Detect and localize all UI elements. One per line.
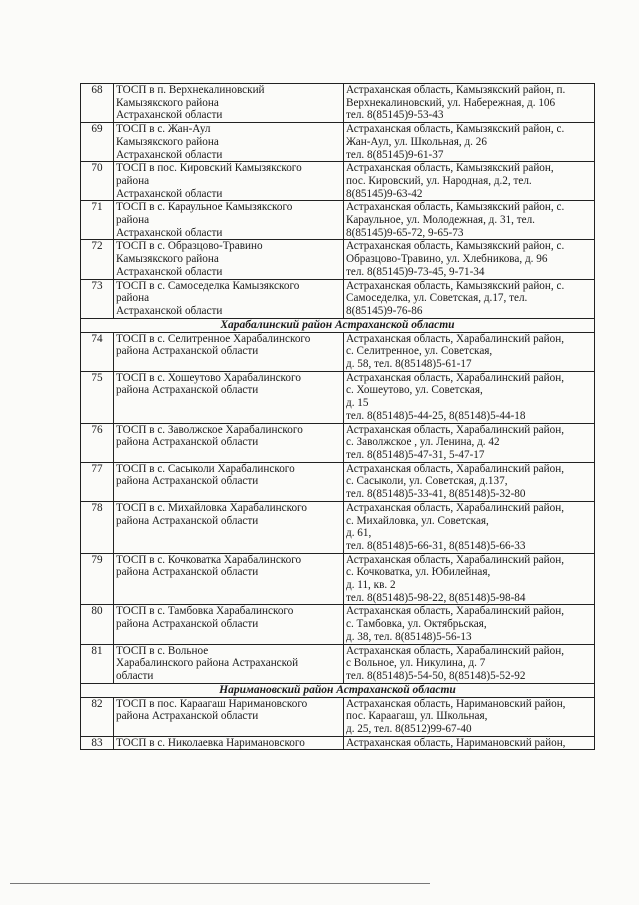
tosp-address: Астраханская область, Камызякский район, с. Жан-Аул, ул. Школьная, д. 26 тел. 8(85145)9-61-37 (344, 123, 595, 162)
tosp-name: ТОСП в пос. Кировский Камызякского района Астраханской области (114, 162, 344, 201)
row-number: 81 (81, 644, 114, 683)
table-row (81, 162, 595, 201)
row-number: 70 (81, 162, 114, 201)
row-number: 80 (81, 605, 114, 644)
tosp-address: Астраханская область, Наримановский район, (344, 736, 595, 750)
table-row (81, 605, 595, 644)
tosp-name: ТОСП в с. Самоседелка Камызякского района Астраханской области (114, 279, 344, 318)
tosp-address: Астраханская область, Камызякский район, с. Образцово-Травино, ул. Хлебникова, д. 96 тел. 8(85145)9-73-45, 9-71-34 (344, 240, 595, 279)
tosp-address: Астраханская область, Харабалинский район, с Вольное, ул. Никулина, д. 7 тел. 8(85148)5-54-50, 8(85148)5-52-92 (344, 644, 595, 683)
region-header-row (81, 683, 595, 697)
row-number: 78 (81, 501, 114, 553)
tosp-address: Астраханская область, Камызякский район, с. Самоседелка, ул. Советская, д.17, тел. 8(85145)9-76-86 (344, 279, 595, 318)
tosp-address: Астраханская область, Харабалинский район, с. Тамбовка, ул. Октябрьская, д. 38, тел. 8(85148)5-56-13 (344, 605, 595, 644)
tosp-name: ТОСП в с. Николаевка Наримановского (114, 736, 344, 750)
tosp-name: ТОСП в с. Жан-Аул Камызякского района Астраханской области (114, 123, 344, 162)
row-number: 76 (81, 423, 114, 462)
table-row (81, 553, 595, 605)
row-number: 71 (81, 201, 114, 240)
tosp-address: Астраханская область, Наримановский район, пос. Караагаш, ул. Школьная, д. 25, тел. 8(8512)99-67-40 (344, 697, 595, 736)
tosp-name: ТОСП в с. Хошеутово Харабалинского района Астраханской области (114, 371, 344, 423)
table-row (81, 736, 595, 750)
tosp-address: Астраханская область, Камызякский район, пос. Кировский, ул. Народная, д.2, тел. 8(85145)9-63-42 (344, 162, 595, 201)
table-row (81, 240, 595, 279)
tosp-name: ТОСП в с. Кочковатка Харабалинского района Астраханской области (114, 553, 344, 605)
tosp-name: ТОСП в пос. Караагаш Наримановского района Астраханской области (114, 697, 344, 736)
table-row (81, 332, 595, 371)
page-bottom-rule (10, 883, 430, 884)
tosp-name: ТОСП в с. Михайловка Харабалинского района Астраханской области (114, 501, 344, 553)
tosp-address: Астраханская область, Харабалинский район, с. Заволжское , ул. Ленина, д. 42 тел. 8(85148)5-47-31, 5-47-17 (344, 423, 595, 462)
tosp-name: ТОСП в с. Заволжское Харабалинского района Астраханской области (114, 423, 344, 462)
table-row (81, 201, 595, 240)
row-number: 74 (81, 332, 114, 371)
region-title: Харабалинский район Астраханской области (81, 318, 595, 332)
row-number: 83 (81, 736, 114, 750)
tosp-table-body (81, 84, 595, 750)
tosp-address: Астраханская область, Харабалинский район, с. Михайловка, ул. Советская, д. 61, тел. 8(85148)5-66-31, 8(85148)5-66-33 (344, 501, 595, 553)
tosp-name: ТОСП в с. Сасыколи Харабалинского района Астраханской области (114, 462, 344, 501)
tosp-name: ТОСП в с. Вольное Харабалинского района Астраханской области (114, 644, 344, 683)
table-row (81, 644, 595, 683)
tosp-name: ТОСП в с. Образцово-Травино Камызякского района Астраханской области (114, 240, 344, 279)
tosp-address: Астраханская область, Харабалинский район, с. Кочковатка, ул. Юбилейная, д. 11, кв. 2 тел. 8(85148)5-98-22, 8(85148)5-98-84 (344, 553, 595, 605)
row-number: 79 (81, 553, 114, 605)
row-number: 75 (81, 371, 114, 423)
table-row (81, 371, 595, 423)
tosp-name: ТОСП в с. Тамбовка Харабалинского района Астраханской области (114, 605, 344, 644)
table-row (81, 697, 595, 736)
tosp-table (80, 83, 595, 750)
table-row (81, 279, 595, 318)
tosp-address: Астраханская область, Камызякский район, п. Верхнекалиновский, ул. Набережная, д. 106 тел. 8(85145)9-53-43 (344, 84, 595, 123)
table-row (81, 123, 595, 162)
row-number: 72 (81, 240, 114, 279)
tosp-name: ТОСП в с. Селитренное Харабалинского района Астраханской области (114, 332, 344, 371)
row-number: 77 (81, 462, 114, 501)
tosp-address: Астраханская область, Харабалинский район, с. Хошеутово, ул. Советская, д. 15 тел. 8(85148)5-44-25, 8(85148)5-44-18 (344, 371, 595, 423)
row-number: 82 (81, 697, 114, 736)
table-row (81, 462, 595, 501)
tosp-name: ТОСП в с. Караульное Камызякского района Астраханской области (114, 201, 344, 240)
tosp-address: Астраханская область, Харабалинский район, с. Сасыколи, ул. Советская, д.137, тел. 8(85148)5-33-41, 8(85148)5-32-80 (344, 462, 595, 501)
tosp-name: ТОСП в п. Верхнекалиновский Камызякского района Астраханской области (114, 84, 344, 123)
region-header-row (81, 318, 595, 332)
document-page (80, 83, 594, 750)
table-row (81, 501, 595, 553)
row-number: 68 (81, 84, 114, 123)
tosp-address: Астраханская область, Харабалинский район, с. Селитренное, ул. Советская, д. 58, тел. 8(85148)5-61-17 (344, 332, 595, 371)
tosp-address: Астраханская область, Камызякский район, с. Караульное, ул. Молодежная, д. 31, тел. 8(85145)9-65-72, 9-65-73 (344, 201, 595, 240)
table-row (81, 423, 595, 462)
table-row (81, 84, 595, 123)
row-number: 69 (81, 123, 114, 162)
region-title: Наримановский район Астраханской области (81, 683, 595, 697)
row-number: 73 (81, 279, 114, 318)
